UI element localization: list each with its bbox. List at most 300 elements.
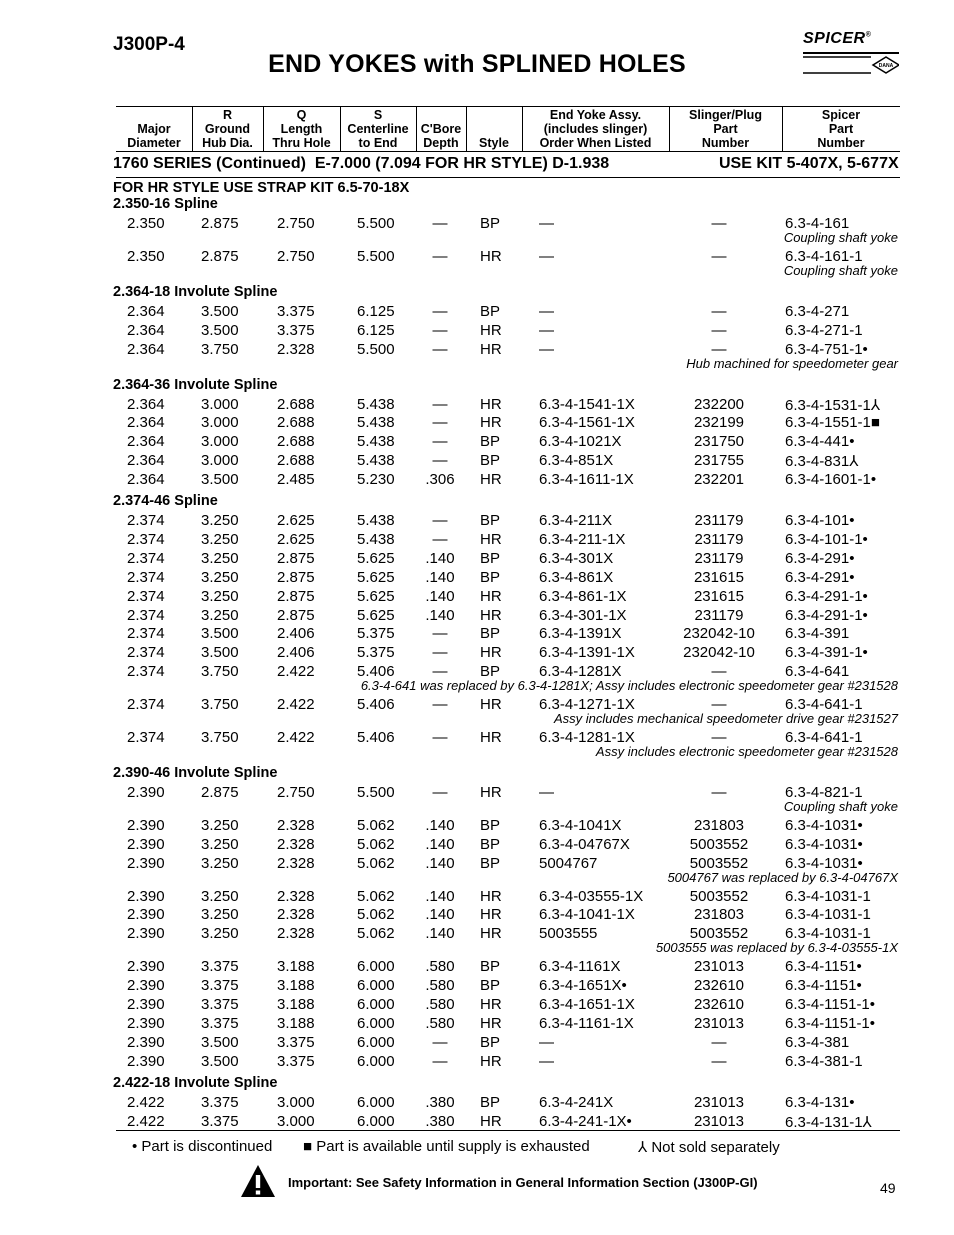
cell-major-diameter: 2.374 — [127, 663, 165, 681]
column-header-line: S — [373, 108, 383, 122]
cell-centerline-to-end: 5.500 — [357, 247, 395, 265]
cell-cbore-depth: .140 — [425, 549, 455, 567]
table-row — [0, 569, 954, 587]
cell-length-thru-hole: 2.688 — [277, 395, 315, 413]
cell-cbore-depth: .140 — [425, 835, 455, 853]
column-header-line: Number — [701, 136, 750, 150]
cell-cbore-depth: — — [432, 340, 448, 358]
cell-spicer-part: 6.3-4-101• — [785, 512, 855, 529]
cell-ground-hub-dia: 3.250 — [201, 606, 239, 624]
brand-logo — [803, 30, 899, 76]
cell-length-thru-hole: 2.406 — [277, 625, 315, 643]
warning-icon — [240, 1164, 276, 1198]
cell-ground-hub-dia: 3.750 — [201, 340, 239, 358]
cell-cbore-depth: — — [432, 414, 448, 432]
cell-slinger-plug: 232042-10 — [683, 625, 755, 643]
cell-major-diameter: 2.390 — [127, 835, 165, 853]
cell-slinger-plug: 232201 — [693, 471, 745, 489]
cell-slinger-plug: — — [711, 663, 727, 681]
cell-slinger-plug: 231179 — [694, 549, 744, 567]
cell-length-thru-hole: 3.188 — [277, 1014, 315, 1032]
cell-end-yoke-assy: 6.3-4-1611-1X — [539, 471, 634, 489]
column-header-line: Depth — [423, 136, 459, 150]
spline-section-title: 2.350-16 Spline — [113, 196, 218, 212]
cell-length-thru-hole: 2.406 — [277, 644, 315, 662]
cell-style: HR — [480, 1112, 502, 1130]
cell-cbore-depth: .580 — [425, 1014, 455, 1032]
cell-spicer-part: 6.3-4-291-1• — [785, 606, 868, 624]
column-header-line: C'Bore — [420, 122, 462, 136]
cell-end-yoke-assy: 6.3-4-1281-1X — [539, 729, 635, 746]
cell-style: HR — [480, 321, 502, 339]
cell-ground-hub-dia: 3.000 — [201, 414, 239, 432]
cell-major-diameter: 2.374 — [127, 568, 165, 586]
cell-centerline-to-end: 5.406 — [357, 663, 395, 681]
cell-centerline-to-end: 5.406 — [357, 696, 395, 714]
cell-spicer-part: 6.3-4-1601-1• — [785, 471, 877, 489]
cell-length-thru-hole: 2.625 — [277, 530, 315, 548]
cell-style: BP — [480, 835, 501, 853]
cell-major-diameter: 2.364 — [127, 471, 165, 489]
cell-centerline-to-end: 6.000 — [357, 1033, 395, 1051]
column-header-line: End Yoke Assy. — [549, 108, 642, 122]
table-row — [0, 607, 954, 625]
cell-length-thru-hole: 2.688 — [277, 433, 315, 451]
cell-end-yoke-assy: 6.3-4-1161-1X — [539, 1014, 634, 1032]
cell-style: BP — [480, 977, 501, 995]
cell-style: HR — [480, 395, 502, 413]
cell-style: HR — [480, 340, 502, 358]
cell-cbore-depth: .580 — [425, 958, 455, 976]
column-header-line: Thru Hole — [272, 136, 331, 150]
cell-centerline-to-end: 5.438 — [357, 452, 395, 470]
row-note: 6.3-4-641 was replaced by 6.3-4-1281X; Assy includes electronic speedometer gear #231528 — [360, 678, 898, 694]
cell-centerline-to-end: 5.438 — [357, 414, 395, 432]
cell-centerline-to-end: 5.062 — [357, 887, 395, 905]
cell-centerline-to-end: 6.125 — [357, 321, 395, 339]
column-header-line: Number — [817, 136, 865, 150]
cell-end-yoke-assy: 6.3-4-241X — [539, 1093, 614, 1111]
cell-end-yoke-assy: 6.3-4-1391X — [539, 625, 622, 643]
cell-style: BP — [480, 568, 501, 586]
cell-length-thru-hole: 2.328 — [277, 854, 315, 872]
cell-ground-hub-dia: 3.250 — [201, 512, 239, 529]
cell-slinger-plug: 231615 — [693, 587, 745, 605]
cell-major-diameter: 2.364 — [127, 321, 165, 339]
spline-section-title: 2.390-46 Involute Spline — [113, 764, 278, 781]
cell-cbore-depth: — — [432, 395, 448, 413]
cell-end-yoke-assy: — — [539, 1033, 554, 1051]
cell-ground-hub-dia: 3.250 — [201, 530, 239, 548]
cell-end-yoke-assy: — — [539, 340, 554, 358]
table-row — [0, 322, 954, 340]
cell-cbore-depth: .140 — [425, 906, 455, 924]
cell-length-thru-hole: 3.188 — [277, 977, 315, 995]
cell-length-thru-hole: 2.875 — [277, 587, 315, 605]
table-row — [0, 836, 954, 854]
cell-major-diameter: 2.390 — [127, 854, 165, 872]
column-header-q — [263, 108, 340, 150]
cell-length-thru-hole: 2.328 — [277, 906, 315, 924]
cell-ground-hub-dia: 3.250 — [201, 887, 239, 905]
cell-slinger-plug: 232610 — [693, 977, 745, 995]
strap-kit-note: FOR HR STYLE USE STRAP KIT 6.5-70-18X — [113, 180, 410, 196]
cell-slinger-plug: 231013 — [693, 1014, 745, 1032]
column-header-spicer — [782, 108, 900, 150]
cell-style: HR — [480, 606, 502, 624]
cell-spicer-part: 6.3-4-821-1 — [785, 783, 863, 801]
column-header-line: Centerline — [347, 122, 409, 136]
cell-major-diameter: 2.390 — [127, 977, 165, 995]
cell-style: BP — [480, 816, 501, 834]
cell-length-thru-hole: 2.750 — [277, 783, 315, 801]
row-note: Assy includes mechanical speedometer drive gear #231527 — [554, 711, 898, 726]
column-header-line: Diameter — [127, 136, 181, 150]
cell-end-yoke-assy: 6.3-4-1281X — [539, 663, 622, 681]
cell-end-yoke-assy: 6.3-4-1651X• — [539, 977, 627, 995]
cell-cbore-depth: — — [432, 663, 448, 681]
cell-ground-hub-dia: 3.500 — [201, 302, 239, 320]
cell-slinger-plug: — — [711, 1033, 727, 1051]
cell-slinger-plug: 231179 — [694, 512, 744, 529]
cell-slinger-plug: 232200 — [693, 395, 745, 413]
cell-length-thru-hole: 3.188 — [277, 958, 315, 976]
column-header-line: Spicer — [821, 108, 861, 122]
cell-centerline-to-end: 6.000 — [357, 1052, 395, 1070]
cell-centerline-to-end: 5.438 — [357, 530, 395, 548]
table-row — [0, 996, 954, 1014]
cell-centerline-to-end: 5.062 — [357, 816, 395, 834]
cell-major-diameter: 2.374 — [127, 549, 165, 567]
cell-cbore-depth: — — [432, 644, 448, 662]
cell-major-diameter: 2.374 — [127, 625, 165, 643]
column-header-line: Ground — [204, 122, 251, 136]
cell-ground-hub-dia: 3.375 — [201, 958, 239, 976]
cell-length-thru-hole: 3.000 — [277, 1112, 315, 1130]
cell-centerline-to-end: 5.500 — [357, 783, 395, 801]
cell-spicer-part: 6.3-4-161 — [785, 215, 850, 232]
cell-slinger-plug: 231179 — [694, 606, 744, 624]
cell-length-thru-hole: 3.375 — [277, 302, 315, 320]
spline-section-title: 2.364-18 Involute Spline — [113, 283, 278, 300]
cell-spicer-part: 6.3-4-391-1• — [785, 644, 868, 662]
cell-slinger-plug: 232042-10 — [683, 644, 755, 662]
table-row — [0, 512, 954, 530]
column-header-line: Hub Dia. — [202, 136, 253, 150]
cell-style: BP — [480, 302, 501, 320]
cell-spicer-part: 6.3-4-391 — [785, 625, 850, 643]
cell-centerline-to-end: 5.500 — [357, 215, 395, 232]
table-row — [0, 531, 954, 549]
cell-spicer-part: 6.3-4-271 — [785, 302, 850, 320]
cell-slinger-plug: 231013 — [693, 1112, 745, 1130]
cell-length-thru-hole: 2.422 — [277, 696, 315, 714]
cell-spicer-part: 6.3-4-291• — [785, 549, 855, 567]
cell-style: BP — [480, 1093, 501, 1111]
cell-major-diameter: 2.390 — [127, 783, 165, 801]
column-header-line: Part — [713, 122, 738, 136]
cell-style: HR — [480, 729, 502, 746]
row-note: Assy includes electronic speedometer gear #231528 — [595, 743, 898, 759]
cell-major-diameter: 2.390 — [127, 906, 165, 924]
cell-spicer-part: 6.3-4-381-1 — [785, 1052, 863, 1070]
cell-spicer-part: 6.3-4-1031• — [785, 816, 863, 834]
cell-major-diameter: 2.350 — [127, 215, 165, 232]
cell-ground-hub-dia: 3.500 — [201, 644, 239, 662]
cell-major-diameter: 2.364 — [127, 395, 165, 413]
cell-length-thru-hole: 2.688 — [277, 414, 315, 432]
column-header-cbore — [416, 108, 466, 150]
cell-ground-hub-dia: 3.750 — [201, 696, 239, 714]
cell-centerline-to-end: 6.000 — [357, 1014, 395, 1032]
cell-end-yoke-assy: 6.3-4-1041-1X — [539, 906, 635, 924]
cell-slinger-plug: — — [711, 302, 727, 320]
cell-centerline-to-end: 5.500 — [357, 340, 395, 358]
cell-ground-hub-dia: 2.875 — [201, 247, 239, 265]
row-note: Coupling shaft yoke — [783, 798, 898, 814]
cell-cbore-depth: .380 — [425, 1093, 455, 1111]
cell-major-diameter: 2.390 — [127, 1014, 165, 1032]
cell-ground-hub-dia: 2.875 — [201, 215, 239, 232]
legend-not-sold: ⅄ Not sold separately — [638, 1139, 780, 1156]
cell-length-thru-hole: 2.328 — [277, 925, 315, 943]
cell-end-yoke-assy: 6.3-4-1041X — [539, 816, 622, 834]
cell-centerline-to-end: 5.625 — [357, 549, 395, 567]
cell-slinger-plug: 231750 — [693, 433, 745, 451]
table-row — [0, 958, 954, 976]
cell-cbore-depth: — — [432, 302, 448, 320]
cell-slinger-plug: 231615 — [693, 568, 745, 586]
cell-major-diameter: 2.390 — [127, 816, 165, 834]
cell-major-diameter: 2.374 — [127, 587, 165, 605]
cell-end-yoke-assy: — — [539, 215, 554, 232]
cell-style: HR — [480, 644, 502, 662]
cell-ground-hub-dia: 3.250 — [201, 587, 239, 605]
dana-diamond-icon — [803, 54, 899, 76]
table-row — [0, 550, 954, 568]
cell-end-yoke-assy: 6.3-4-861X — [539, 568, 614, 586]
page-number: 49 — [880, 1180, 896, 1196]
table-row — [0, 977, 954, 995]
cell-slinger-plug: 231179 — [694, 530, 744, 548]
cell-major-diameter: 2.350 — [127, 247, 165, 265]
column-header-line: Major — [137, 122, 171, 136]
cell-ground-hub-dia: 3.375 — [201, 977, 239, 995]
cell-end-yoke-assy: 6.3-4-1161X — [539, 958, 621, 976]
cell-style: BP — [480, 625, 501, 643]
row-note: Coupling shaft yoke — [783, 229, 898, 245]
cell-spicer-part: 6.3-4-1031-1 — [785, 887, 871, 905]
series-heading: 1760 SERIES (Continued) E-7.000 (7.094 FOR HR STYLE) D-1.938 — [113, 155, 610, 172]
page-title: END YOKES with SPLINED HOLES — [268, 50, 686, 78]
cell-length-thru-hole: 2.750 — [277, 247, 315, 265]
cell-slinger-plug: — — [711, 321, 727, 339]
cell-end-yoke-assy: 6.3-4-861-1X — [539, 587, 627, 605]
cell-cbore-depth: — — [432, 321, 448, 339]
cell-centerline-to-end: 5.375 — [357, 625, 395, 643]
cell-style: HR — [480, 587, 502, 605]
cell-major-diameter: 2.364 — [127, 302, 165, 320]
cell-slinger-plug: 231013 — [693, 1093, 745, 1111]
cell-cbore-depth: — — [432, 215, 448, 232]
cell-end-yoke-assy: — — [539, 321, 554, 339]
cell-style: BP — [480, 549, 501, 567]
cell-ground-hub-dia: 3.375 — [201, 996, 239, 1013]
cell-spicer-part: 6.3-4-291• — [785, 568, 855, 586]
cell-length-thru-hole: 2.875 — [277, 549, 315, 567]
cell-ground-hub-dia: 3.500 — [201, 625, 239, 643]
cell-length-thru-hole: 2.422 — [277, 663, 315, 681]
cell-slinger-plug: — — [711, 1052, 727, 1070]
cell-major-diameter: 2.364 — [127, 433, 165, 451]
cell-style: HR — [480, 887, 502, 905]
cell-end-yoke-assy: 6.3-4-211X — [539, 512, 613, 529]
cell-spicer-part: 6.3-4-1151• — [785, 958, 862, 976]
cell-cbore-depth: .580 — [425, 977, 455, 995]
cell-major-diameter: 2.364 — [127, 414, 165, 432]
column-header-line: Style — [479, 136, 509, 150]
cell-centerline-to-end: 6.000 — [357, 1112, 395, 1130]
brand-name: SPICER — [803, 30, 866, 47]
cell-major-diameter: 2.422 — [127, 1093, 165, 1111]
cell-style: BP — [480, 433, 501, 451]
table-row — [0, 396, 954, 414]
cell-cbore-depth: — — [432, 433, 448, 451]
table-row — [0, 625, 954, 643]
cell-major-diameter: 2.390 — [127, 1033, 165, 1051]
cell-slinger-plug: 231803 — [693, 816, 745, 834]
table-row — [0, 1113, 954, 1131]
column-header-line: Part — [828, 122, 854, 136]
cell-length-thru-hole: 2.328 — [277, 835, 315, 853]
cell-centerline-to-end: 5.625 — [357, 606, 395, 624]
cell-spicer-part: 6.3-4-271-1 — [785, 321, 863, 339]
cell-centerline-to-end: 6.000 — [357, 977, 395, 995]
cell-spicer-part: 6.3-4-1151-1• — [785, 1014, 876, 1032]
table-row — [0, 433, 954, 451]
cell-cbore-depth: — — [432, 625, 448, 643]
cell-length-thru-hole: 3.188 — [277, 996, 315, 1013]
cell-spicer-part: 6.3-4-131-1⅄ — [785, 1113, 872, 1131]
cell-centerline-to-end: 5.625 — [357, 568, 395, 586]
cell-ground-hub-dia: 3.750 — [201, 663, 239, 681]
column-header-dia — [116, 108, 192, 150]
cell-centerline-to-end: 5.438 — [357, 512, 395, 529]
cell-end-yoke-assy: 6.3-4-1021X — [539, 433, 622, 451]
column-header-r — [192, 108, 263, 150]
cell-major-diameter: 2.364 — [127, 340, 165, 358]
cell-length-thru-hole: 2.688 — [277, 452, 315, 470]
cell-cbore-depth: .140 — [425, 887, 455, 905]
cell-end-yoke-assy: 6.3-4-241-1X• — [539, 1112, 632, 1130]
cell-cbore-depth: — — [432, 729, 448, 746]
cell-centerline-to-end: 5.062 — [357, 835, 395, 853]
cell-ground-hub-dia: 3.250 — [201, 925, 239, 943]
cell-ground-hub-dia: 3.250 — [201, 854, 239, 872]
table-row — [0, 471, 954, 489]
cell-centerline-to-end: 5.375 — [357, 644, 395, 662]
cell-cbore-depth: .306 — [425, 471, 455, 489]
table-row — [0, 644, 954, 662]
cell-ground-hub-dia: 3.500 — [201, 471, 239, 489]
cell-length-thru-hole: 2.485 — [277, 471, 315, 489]
cell-slinger-plug: — — [711, 247, 727, 265]
cell-ground-hub-dia: 3.375 — [201, 1112, 239, 1130]
cell-slinger-plug: — — [711, 215, 727, 232]
spline-section-title: 2.364-36 Involute Spline — [113, 376, 278, 393]
cell-end-yoke-assy: 6.3-4-211-1X — [539, 530, 626, 548]
table-row — [0, 588, 954, 606]
cell-cbore-depth: .140 — [425, 606, 455, 624]
cell-centerline-to-end: 6.000 — [357, 1093, 395, 1111]
column-header-s — [340, 108, 416, 150]
cell-end-yoke-assy: 5004767 — [539, 854, 598, 872]
row-note: 5003555 was replaced by 6.3-4-03555-1X — [655, 940, 898, 956]
cell-major-diameter: 2.390 — [127, 996, 165, 1013]
cell-end-yoke-assy: — — [539, 247, 554, 265]
cell-length-thru-hole: 3.375 — [277, 321, 315, 339]
table-row — [0, 888, 954, 906]
table-row — [0, 452, 954, 470]
cell-slinger-plug: 231755 — [693, 452, 745, 470]
column-header-slinger — [669, 108, 782, 150]
cell-cbore-depth: — — [432, 696, 448, 714]
cell-spicer-part: 6.3-4-1151• — [785, 977, 862, 995]
cell-spicer-part: 6.3-4-641 — [785, 663, 850, 681]
cell-length-thru-hole: 2.750 — [277, 215, 315, 232]
cell-spicer-part: 6.3-4-1031-1 — [785, 925, 871, 943]
cell-length-thru-hole: 2.625 — [277, 512, 315, 529]
cell-cbore-depth: .140 — [425, 587, 455, 605]
cell-style: HR — [480, 906, 502, 924]
cell-major-diameter: 2.390 — [127, 958, 165, 976]
cell-major-diameter: 2.374 — [127, 696, 165, 714]
cell-centerline-to-end: 6.000 — [357, 958, 395, 976]
column-header-line: Slinger/Plug — [689, 108, 762, 122]
cell-end-yoke-assy: 6.3-4-03555-1X — [539, 887, 644, 905]
cell-spicer-part: 6.3-4-641-1 — [785, 696, 863, 714]
table-row — [0, 1053, 954, 1071]
cell-ground-hub-dia: 3.375 — [201, 1014, 239, 1032]
row-note: Hub machined for speedometer gear — [686, 355, 898, 371]
cell-style: HR — [480, 783, 502, 801]
cell-ground-hub-dia: 3.500 — [201, 1033, 239, 1051]
column-header-line: (includes slinger) — [543, 122, 648, 136]
cell-slinger-plug: 5003552 — [689, 887, 749, 905]
cell-ground-hub-dia: 3.375 — [201, 1093, 239, 1111]
cell-centerline-to-end: 5.062 — [357, 925, 395, 943]
cell-centerline-to-end: 5.062 — [357, 906, 395, 924]
cell-centerline-to-end: 5.230 — [357, 471, 395, 489]
cell-spicer-part: 6.3-4-751-1• — [785, 340, 868, 358]
cell-style: HR — [480, 925, 502, 943]
cell-cbore-depth: — — [432, 512, 448, 529]
cell-ground-hub-dia: 3.500 — [201, 321, 239, 339]
column-header-line: to End — [358, 136, 398, 150]
cell-ground-hub-dia: 3.000 — [201, 452, 239, 470]
cell-ground-hub-dia: 3.250 — [201, 549, 239, 567]
cell-style: HR — [480, 530, 502, 548]
cell-style: HR — [480, 996, 502, 1013]
cell-cbore-depth: .140 — [425, 925, 455, 943]
cell-style: HR — [480, 247, 502, 265]
cell-cbore-depth: — — [432, 452, 448, 470]
cell-centerline-to-end: 5.625 — [357, 587, 395, 605]
cell-major-diameter: 2.374 — [127, 644, 165, 662]
cell-end-yoke-assy: 6.3-4-1561-1X — [539, 414, 635, 432]
cell-end-yoke-assy: 6.3-4-301-1X — [539, 606, 627, 624]
cell-ground-hub-dia: 2.875 — [201, 783, 239, 801]
